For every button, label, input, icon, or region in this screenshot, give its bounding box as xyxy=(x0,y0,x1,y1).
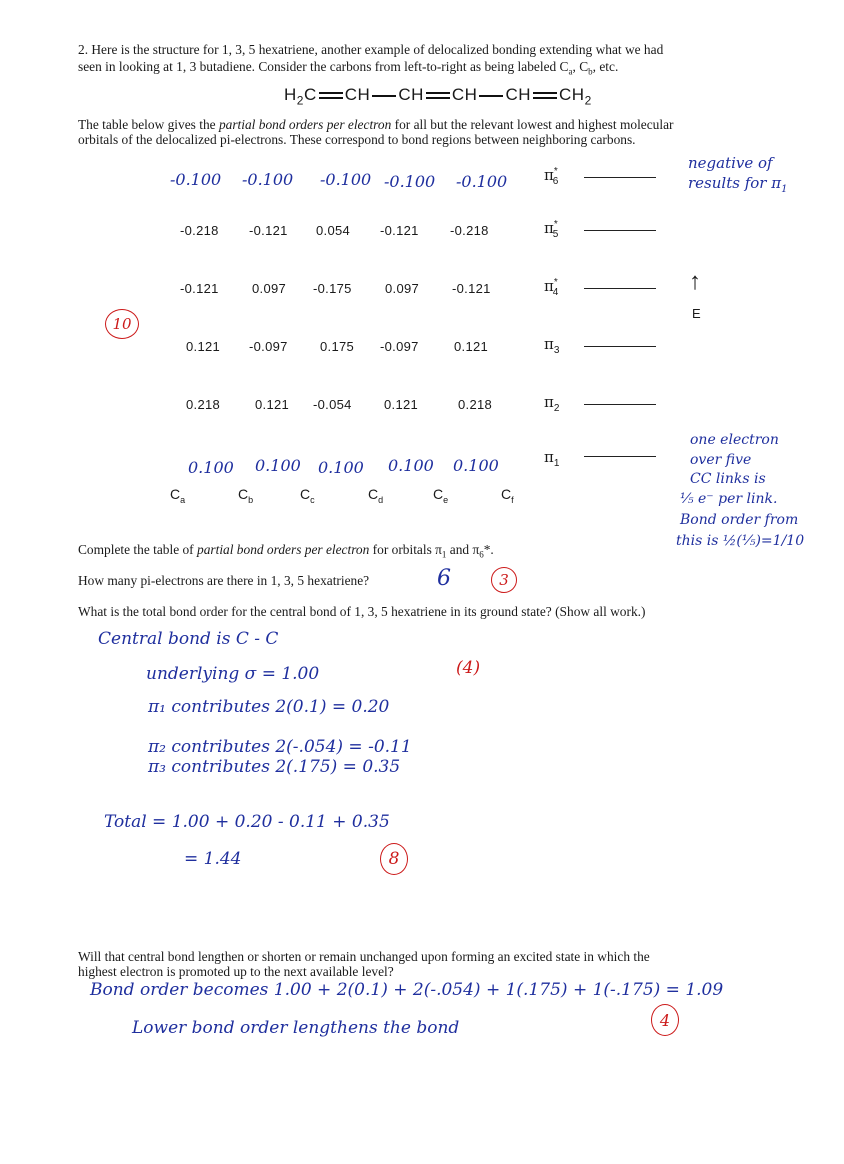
value-cell: 0.100 xyxy=(188,458,234,477)
value-cell: -0.121 xyxy=(249,223,288,238)
carbon-label: $C_f$ xyxy=(501,486,514,505)
value-cell: 0.100 xyxy=(255,456,301,475)
question-bond-length-line1: Will that central bond lengthen or shorten or remain unchanged upon forming an excited state in which the xyxy=(78,949,650,964)
orbital-symbol: π xyxy=(544,448,554,466)
work-total: Total = 1.00 + 0.20 - 0.11 + 0.35 xyxy=(104,812,390,832)
double-bond xyxy=(319,91,343,101)
value-cell: -0.218 xyxy=(450,223,489,238)
value-cell: 0.097 xyxy=(385,281,420,296)
orbital-index: 1 xyxy=(553,458,560,469)
energy-level xyxy=(584,346,656,347)
value-cell: 0.100 xyxy=(453,456,499,475)
formula-ch: CH xyxy=(344,85,371,104)
table-intro-line1 xyxy=(78,117,674,132)
carbon-label: $C_b$ xyxy=(238,486,254,505)
orbital-symbol: π xyxy=(544,393,554,411)
orbital-symbol: π xyxy=(544,219,554,237)
answer-pi-electrons: 6 xyxy=(437,566,451,591)
question-text: for orbitals π xyxy=(369,542,442,557)
value-cell: 0.121 xyxy=(186,339,221,354)
orbital-label xyxy=(544,448,559,469)
orbital-star: * xyxy=(553,166,558,177)
value-cell: -0.100 xyxy=(384,172,436,191)
energy-axis-label: E xyxy=(692,306,701,321)
question-complete-table xyxy=(78,542,494,563)
problem-intro-line1: 2. Here is the structure for 1, 3, 5 hexatriene, another example of delocalized bonding extending what we had xyxy=(78,42,664,57)
double-bond xyxy=(533,91,557,101)
orbital-label xyxy=(544,393,559,414)
intro-sub-b: b xyxy=(588,66,593,77)
energy-level xyxy=(584,456,656,457)
energy-level xyxy=(584,288,656,289)
table-intro-emphasis: partial bond orders per electron xyxy=(218,117,392,132)
note-side-line: this is ½(⅕)=1/10 xyxy=(676,533,805,549)
value-cell: -0.097 xyxy=(380,339,419,354)
value-cell: 0.100 xyxy=(388,456,434,475)
value-cell: 0.218 xyxy=(186,397,221,412)
intro-sub-a: a xyxy=(568,66,573,77)
orbital-index: 6 xyxy=(552,176,559,187)
work-pi3: π₃ contributes 2(.175) = 0.35 xyxy=(148,757,401,777)
value-cell: 0.054 xyxy=(316,223,351,238)
value-cell: -0.121 xyxy=(180,281,219,296)
question-sub: 1 xyxy=(441,549,447,560)
carbon-label: $C_c$ xyxy=(300,486,315,505)
formula-ch: CH xyxy=(559,85,585,104)
note-side-line: over five xyxy=(690,452,752,468)
value-cell: 0.121 xyxy=(454,339,489,354)
carbon-label: $C_a$ xyxy=(170,486,186,505)
formula-sub: 2 xyxy=(584,93,592,108)
note-side-line: CC links is xyxy=(690,471,766,487)
note-side-line: Bond order from xyxy=(680,512,799,528)
orbital-label xyxy=(544,166,558,187)
question-text: and π xyxy=(446,542,480,557)
formula-ch: CH xyxy=(451,85,478,104)
energy-level xyxy=(584,177,656,178)
table-intro-text: for all but the relevant lowest and highest molecular xyxy=(391,117,674,132)
intro-text: seen in looking at 1, 3 butadiene. Consider the carbons from left-to-right as being labeled C xyxy=(78,59,569,74)
note-text: results for π xyxy=(688,174,782,192)
value-cell: -0.097 xyxy=(249,339,288,354)
note-side-line: one electron xyxy=(690,432,779,448)
work-excited-bond-order: Bond order becomes 1.00 + 2(0.1) + 2(-.054) + 1(.175) + 1(-.175) = 1.09 xyxy=(90,980,724,1000)
double-bond xyxy=(426,91,450,101)
intro-sep: , C xyxy=(572,59,589,74)
value-cell: 0.175 xyxy=(320,339,355,354)
value-cell: -0.100 xyxy=(320,170,372,189)
question-text: Complete the table of xyxy=(78,542,197,557)
formula-sub: 2 xyxy=(296,93,304,108)
single-bond xyxy=(372,91,396,101)
score-value: 8 xyxy=(388,849,400,869)
carbon-label: $C_d$ xyxy=(368,486,384,505)
intro-end: , etc. xyxy=(592,59,619,74)
orbital-symbol: π xyxy=(544,277,554,295)
work-pi1: π₁ contributes 2(0.1) = 0.20 xyxy=(148,697,390,717)
table-intro-text: The table below gives the xyxy=(78,117,219,132)
question-emphasis: partial bond orders per electron xyxy=(197,542,370,557)
score-circle-q2 xyxy=(491,567,517,593)
value-cell: -0.100 xyxy=(170,170,222,189)
work-text: Central bond is C - C xyxy=(98,629,279,649)
value-cell: 0.218 xyxy=(458,397,493,412)
question-sub: 6 xyxy=(479,549,484,560)
question-text: *. xyxy=(483,542,494,557)
value-cell: -0.054 xyxy=(313,397,352,412)
score-circle-final xyxy=(651,1004,679,1036)
score-value: 3 xyxy=(499,571,509,589)
orbital-star: * xyxy=(553,277,558,288)
score-circle-work xyxy=(380,843,408,875)
table-intro-line2: orbitals of the delocalized pi-electrons. These correspond to bond regions between neighboring carbons. xyxy=(78,132,636,147)
score-circle-table xyxy=(105,309,139,339)
formula-h: H xyxy=(284,85,297,104)
note-negative-line2 xyxy=(688,174,787,195)
work-central-bond xyxy=(98,629,278,649)
score-work-a: (4) xyxy=(456,658,481,678)
orbital-label xyxy=(544,277,558,298)
formula-c: C xyxy=(303,85,317,104)
value-cell: -0.218 xyxy=(180,223,219,238)
hexatriene-formula xyxy=(284,85,592,107)
energy-level xyxy=(584,230,656,231)
work-total-result: = 1.44 xyxy=(184,849,242,869)
orbital-index: 4 xyxy=(552,287,559,298)
question-pi-electrons: How many pi-electrons are there in 1, 3, 5 hexatriene? xyxy=(78,573,370,588)
value-cell: -0.121 xyxy=(452,281,491,296)
question-total-bond-order: What is the total bond order for the central bond of 1, 3, 5 hexatriene in its ground state? (Show all work.) xyxy=(78,604,646,619)
energy-level xyxy=(584,404,656,405)
orbital-star: * xyxy=(553,219,558,230)
formula-ch: CH xyxy=(505,85,531,104)
value-cell: -0.100 xyxy=(456,172,508,191)
problem-intro-line2 xyxy=(78,59,618,80)
single-bond xyxy=(479,91,503,101)
score-value: 4 xyxy=(659,1010,671,1030)
formula-ch: CH xyxy=(398,85,424,104)
orbital-symbol: π xyxy=(544,166,554,184)
value-cell: -0.100 xyxy=(242,170,294,189)
note-negative-line1: negative of xyxy=(688,154,773,172)
work-pi2: π₂ contributes 2(-.054) = -0.11 xyxy=(148,737,412,757)
value-cell: 0.121 xyxy=(255,397,290,412)
question-bond-length-line2: highest electron is promoted up to the next available level? xyxy=(78,964,394,979)
orbital-index: 3 xyxy=(553,345,560,356)
orbital-index: 5 xyxy=(552,229,559,240)
carbon-label: $C_e$ xyxy=(433,486,449,505)
work-sigma: underlying σ = 1.00 xyxy=(146,664,320,684)
orbital-index: 2 xyxy=(553,403,560,414)
orbital-symbol: π xyxy=(544,335,554,353)
orbital-label xyxy=(544,219,558,240)
orbital-label xyxy=(544,335,559,356)
value-cell: -0.121 xyxy=(380,223,419,238)
energy-arrow-icon: ↑ xyxy=(689,268,701,295)
value-cell: -0.175 xyxy=(313,281,352,296)
note-side-line: ⅕ e⁻ per link. xyxy=(680,491,778,507)
note-sub: 1 xyxy=(781,184,788,195)
value-cell: 0.121 xyxy=(384,397,419,412)
value-cell: 0.097 xyxy=(252,281,287,296)
value-cell: 0.100 xyxy=(318,458,364,477)
work-conclusion: Lower bond order lengthens the bond xyxy=(132,1018,460,1038)
score-value: 10 xyxy=(112,315,132,333)
